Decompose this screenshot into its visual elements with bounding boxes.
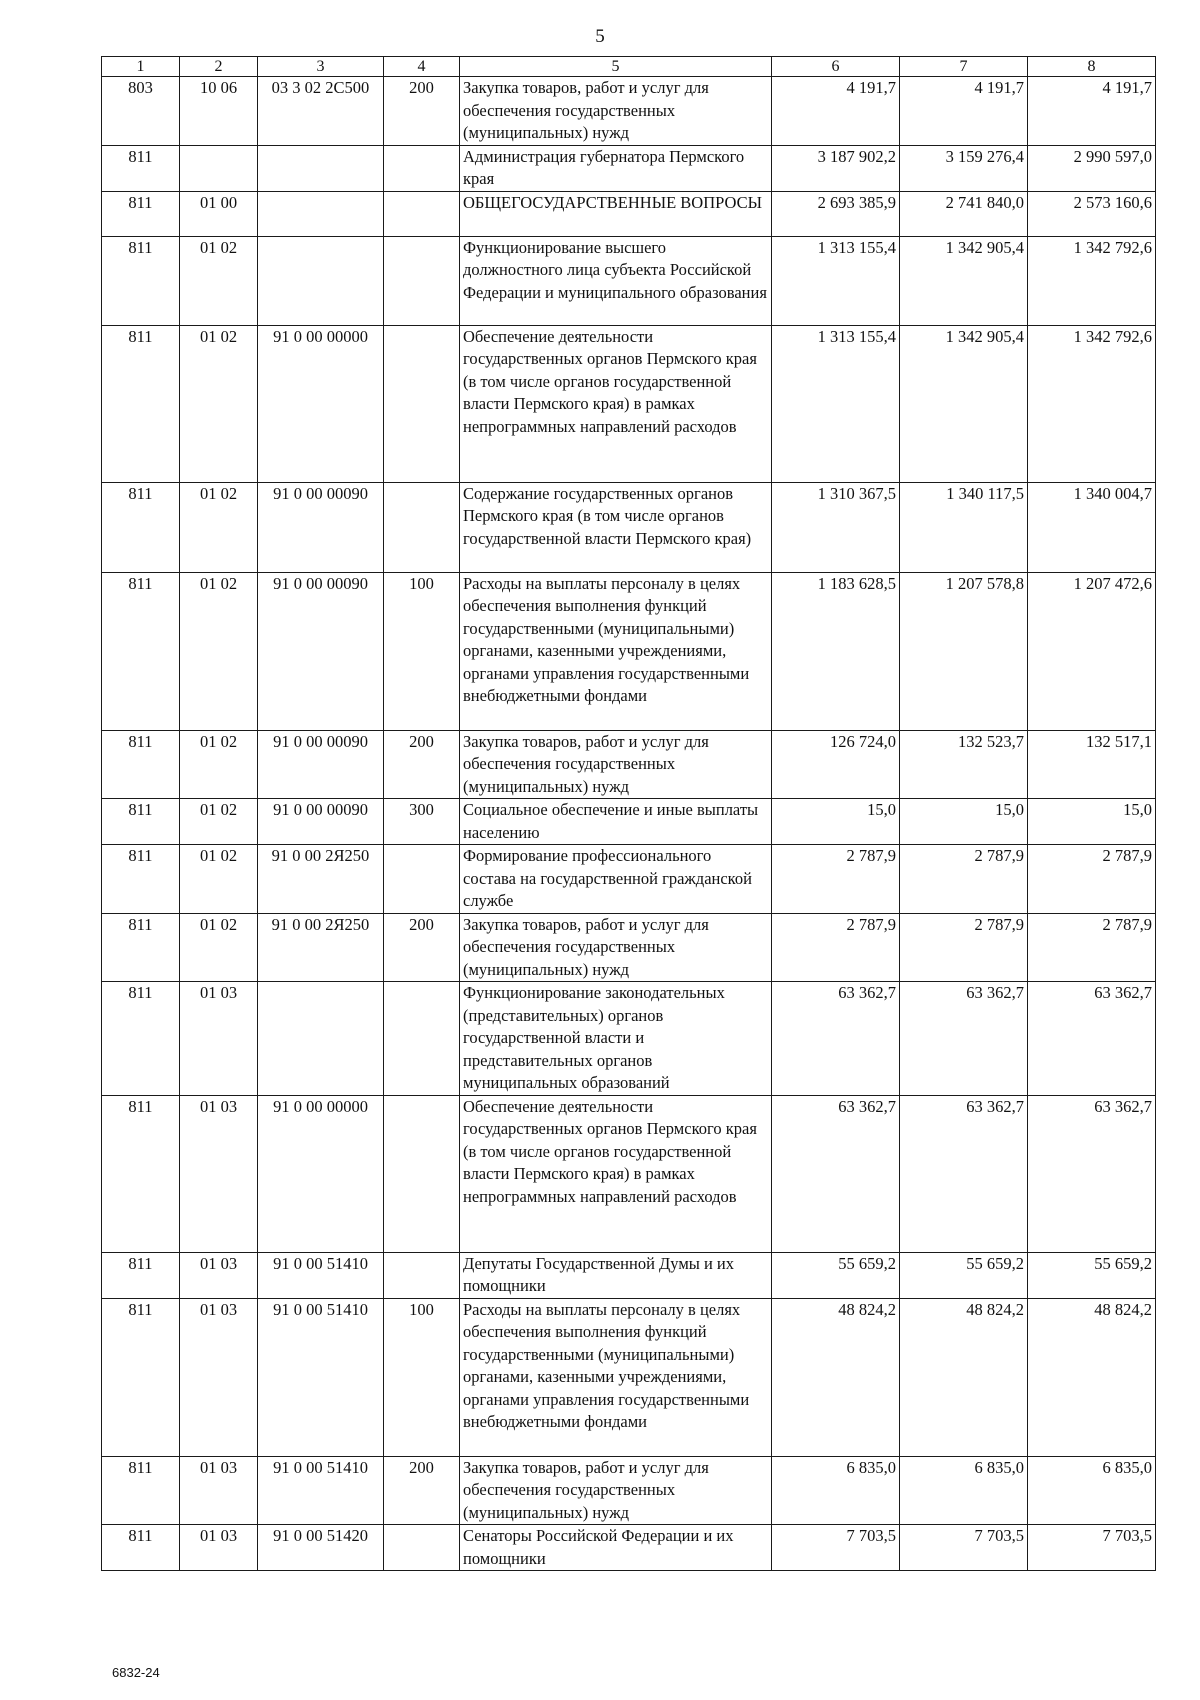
column-header: 1 xyxy=(102,57,180,77)
ministry-code: 811 xyxy=(102,145,180,191)
ministry-code: 811 xyxy=(102,1095,180,1252)
table-row xyxy=(102,799,1156,845)
section-code: 01 02 xyxy=(180,913,258,982)
amount-col7: 3 159 276,4 xyxy=(900,145,1028,191)
expense-type-code: 200 xyxy=(384,1456,460,1525)
expense-name: Обеспечение деятельности государственных органов Пермского края (в том числе органов государственной власти Пермского края) в рамках непрограммных направлений расходов xyxy=(460,325,772,482)
expense-name: Администрация губернатора Пермского края xyxy=(460,145,772,191)
amount-col6: 6 835,0 xyxy=(772,1456,900,1525)
expense-name: Сенаторы Российской Федерации и их помощники xyxy=(460,1525,772,1571)
amount-col8: 2 573 160,6 xyxy=(1028,191,1156,236)
expense-name: Социальное обеспечение и иные выплаты населению xyxy=(460,799,772,845)
amount-col7: 2 741 840,0 xyxy=(900,191,1028,236)
column-header: 7 xyxy=(900,57,1028,77)
column-header: 5 xyxy=(460,57,772,77)
section-code: 01 03 xyxy=(180,982,258,1096)
ministry-code: 811 xyxy=(102,799,180,845)
table-row xyxy=(102,236,1156,325)
amount-col6: 4 191,7 xyxy=(772,77,900,146)
expense-type-code: 200 xyxy=(384,730,460,799)
target-article-code: 91 0 00 2Я250 xyxy=(258,845,384,914)
amount-col7: 63 362,7 xyxy=(900,1095,1028,1252)
table-row xyxy=(102,1456,1156,1525)
ministry-code: 811 xyxy=(102,191,180,236)
amount-col7: 132 523,7 xyxy=(900,730,1028,799)
target-article-code xyxy=(258,145,384,191)
section-code: 01 02 xyxy=(180,572,258,730)
expense-type-code xyxy=(384,236,460,325)
expense-name: Функционирование высшего должностного лица субъекта Российской Федерации и муниципального образования xyxy=(460,236,772,325)
amount-col6: 48 824,2 xyxy=(772,1298,900,1456)
target-article-code: 03 3 02 2С500 xyxy=(258,77,384,146)
ministry-code: 811 xyxy=(102,913,180,982)
target-article-code: 91 0 00 00090 xyxy=(258,482,384,572)
section-code xyxy=(180,145,258,191)
table-row xyxy=(102,325,1156,482)
ministry-code: 811 xyxy=(102,1525,180,1571)
amount-col7: 55 659,2 xyxy=(900,1252,1028,1298)
expense-name: Функционирование законодательных (представительных) органов государственной власти и представительных органов муниципальных образований xyxy=(460,982,772,1096)
expense-name: Депутаты Государственной Думы и их помощники xyxy=(460,1252,772,1298)
amount-col6: 63 362,7 xyxy=(772,1095,900,1252)
section-code: 10 06 xyxy=(180,77,258,146)
expense-type-code: 200 xyxy=(384,913,460,982)
amount-col6: 1 183 628,5 xyxy=(772,572,900,730)
table-row xyxy=(102,913,1156,982)
expense-type-code xyxy=(384,1252,460,1298)
table-row xyxy=(102,145,1156,191)
amount-col8: 1 207 472,6 xyxy=(1028,572,1156,730)
target-article-code: 91 0 00 51420 xyxy=(258,1525,384,1571)
amount-col7: 1 340 117,5 xyxy=(900,482,1028,572)
expense-name: Обеспечение деятельности государственных органов Пермского края (в том числе органов государственной власти Пермского края) в рамках непрограммных направлений расходов xyxy=(460,1095,772,1252)
amount-col7: 48 824,2 xyxy=(900,1298,1028,1456)
amount-col8: 2 787,9 xyxy=(1028,913,1156,982)
target-article-code: 91 0 00 51410 xyxy=(258,1252,384,1298)
section-code: 01 03 xyxy=(180,1525,258,1571)
amount-col6: 55 659,2 xyxy=(772,1252,900,1298)
target-article-code: 91 0 00 00090 xyxy=(258,730,384,799)
amount-col8: 1 342 792,6 xyxy=(1028,325,1156,482)
amount-col7: 6 835,0 xyxy=(900,1456,1028,1525)
amount-col7: 7 703,5 xyxy=(900,1525,1028,1571)
amount-col6: 63 362,7 xyxy=(772,982,900,1096)
target-article-code: 91 0 00 00090 xyxy=(258,799,384,845)
expense-name: Закупка товаров, работ и услуг для обеспечения государственных (муниципальных) нужд xyxy=(460,913,772,982)
section-code: 01 02 xyxy=(180,236,258,325)
amount-col6: 3 187 902,2 xyxy=(772,145,900,191)
expense-type-code: 200 xyxy=(384,77,460,146)
amount-col6: 7 703,5 xyxy=(772,1525,900,1571)
expense-name: Расходы на выплаты персоналу в целях обеспечения выполнения функций государственными (муниципальными) органами, казенными учреждениями, органами управления государственными внебюджетными фондами xyxy=(460,572,772,730)
table-row xyxy=(102,77,1156,146)
section-code: 01 02 xyxy=(180,730,258,799)
amount-col8: 63 362,7 xyxy=(1028,982,1156,1096)
amount-col8: 55 659,2 xyxy=(1028,1252,1156,1298)
table-row xyxy=(102,982,1156,1096)
table-row xyxy=(102,730,1156,799)
amount-col8: 2 787,9 xyxy=(1028,845,1156,914)
expense-type-code xyxy=(384,325,460,482)
amount-col7: 1 342 905,4 xyxy=(900,236,1028,325)
amount-col8: 63 362,7 xyxy=(1028,1095,1156,1252)
table-row xyxy=(102,1525,1156,1571)
table-row xyxy=(102,482,1156,572)
expense-type-code xyxy=(384,845,460,914)
target-article-code: 91 0 00 00000 xyxy=(258,325,384,482)
amount-col7: 1 207 578,8 xyxy=(900,572,1028,730)
amount-col8: 1 340 004,7 xyxy=(1028,482,1156,572)
ministry-code: 811 xyxy=(102,730,180,799)
amount-col6: 2 787,9 xyxy=(772,845,900,914)
column-header: 6 xyxy=(772,57,900,77)
section-code: 01 03 xyxy=(180,1298,258,1456)
section-code: 01 03 xyxy=(180,1252,258,1298)
table-row xyxy=(102,1095,1156,1252)
section-code: 01 03 xyxy=(180,1456,258,1525)
amount-col7: 2 787,9 xyxy=(900,845,1028,914)
section-code: 01 02 xyxy=(180,799,258,845)
expense-name: Расходы на выплаты персоналу в целях обеспечения выполнения функций государственными (муниципальными) органами, казенными учреждениями, органами управления государственными внебюджетными фондами xyxy=(460,1298,772,1456)
budget-table xyxy=(101,56,1156,1571)
section-code: 01 03 xyxy=(180,1095,258,1252)
expense-type-code xyxy=(384,982,460,1096)
table-row xyxy=(102,572,1156,730)
amount-col8: 48 824,2 xyxy=(1028,1298,1156,1456)
amount-col6: 2 693 385,9 xyxy=(772,191,900,236)
target-article-code: 91 0 00 00000 xyxy=(258,1095,384,1252)
amount-col8: 132 517,1 xyxy=(1028,730,1156,799)
target-article-code: 91 0 00 2Я250 xyxy=(258,913,384,982)
column-header: 4 xyxy=(384,57,460,77)
amount-col7: 2 787,9 xyxy=(900,913,1028,982)
document-code: 6832-24 xyxy=(112,1665,160,1680)
expense-type-code xyxy=(384,1095,460,1252)
expense-type-code: 300 xyxy=(384,799,460,845)
amount-col7: 15,0 xyxy=(900,799,1028,845)
ministry-code: 811 xyxy=(102,482,180,572)
amount-col7: 63 362,7 xyxy=(900,982,1028,1096)
section-code: 01 02 xyxy=(180,845,258,914)
amount-col8: 2 990 597,0 xyxy=(1028,145,1156,191)
ministry-code: 811 xyxy=(102,572,180,730)
ministry-code: 811 xyxy=(102,1456,180,1525)
ministry-code: 803 xyxy=(102,77,180,146)
section-code: 01 00 xyxy=(180,191,258,236)
ministry-code: 811 xyxy=(102,1298,180,1456)
table-row xyxy=(102,845,1156,914)
expense-name: Формирование профессионального состава на государственной гражданской службе xyxy=(460,845,772,914)
amount-col6: 2 787,9 xyxy=(772,913,900,982)
expense-name: Содержание государственных органов Пермского края (в том числе органов государственной власти Пермского края) xyxy=(460,482,772,572)
amount-col6: 1 310 367,5 xyxy=(772,482,900,572)
expense-type-code xyxy=(384,145,460,191)
target-article-code: 91 0 00 00090 xyxy=(258,572,384,730)
amount-col6: 15,0 xyxy=(772,799,900,845)
target-article-code xyxy=(258,982,384,1096)
expense-name: Закупка товаров, работ и услуг для обеспечения государственных (муниципальных) нужд xyxy=(460,1456,772,1525)
amount-col8: 6 835,0 xyxy=(1028,1456,1156,1525)
amount-col8: 7 703,5 xyxy=(1028,1525,1156,1571)
expense-type-code xyxy=(384,1525,460,1571)
ministry-code: 811 xyxy=(102,1252,180,1298)
ministry-code: 811 xyxy=(102,325,180,482)
amount-col7: 4 191,7 xyxy=(900,77,1028,146)
target-article-code: 91 0 00 51410 xyxy=(258,1298,384,1456)
table-header-row xyxy=(102,57,1156,77)
column-header: 8 xyxy=(1028,57,1156,77)
amount-col8: 15,0 xyxy=(1028,799,1156,845)
ministry-code: 811 xyxy=(102,982,180,1096)
expense-name: Закупка товаров, работ и услуг для обеспечения государственных (муниципальных) нужд xyxy=(460,77,772,146)
section-code: 01 02 xyxy=(180,482,258,572)
page-number: 5 xyxy=(595,26,605,47)
amount-col6: 1 313 155,4 xyxy=(772,325,900,482)
target-article-code xyxy=(258,191,384,236)
table-row xyxy=(102,1298,1156,1456)
target-article-code: 91 0 00 51410 xyxy=(258,1456,384,1525)
table-row xyxy=(102,1252,1156,1298)
expense-name: ОБЩЕГОСУДАРСТВЕННЫЕ ВОПРОСЫ xyxy=(460,191,772,236)
expense-name: Закупка товаров, работ и услуг для обеспечения государственных (муниципальных) нужд xyxy=(460,730,772,799)
expense-type-code: 100 xyxy=(384,1298,460,1456)
column-header: 3 xyxy=(258,57,384,77)
expense-type-code xyxy=(384,482,460,572)
amount-col7: 1 342 905,4 xyxy=(900,325,1028,482)
target-article-code xyxy=(258,236,384,325)
ministry-code: 811 xyxy=(102,236,180,325)
section-code: 01 02 xyxy=(180,325,258,482)
amount-col6: 1 313 155,4 xyxy=(772,236,900,325)
expense-type-code xyxy=(384,191,460,236)
amount-col6: 126 724,0 xyxy=(772,730,900,799)
table-row xyxy=(102,191,1156,236)
expense-type-code: 100 xyxy=(384,572,460,730)
amount-col8: 4 191,7 xyxy=(1028,77,1156,146)
column-header: 2 xyxy=(180,57,258,77)
ministry-code: 811 xyxy=(102,845,180,914)
amount-col8: 1 342 792,6 xyxy=(1028,236,1156,325)
